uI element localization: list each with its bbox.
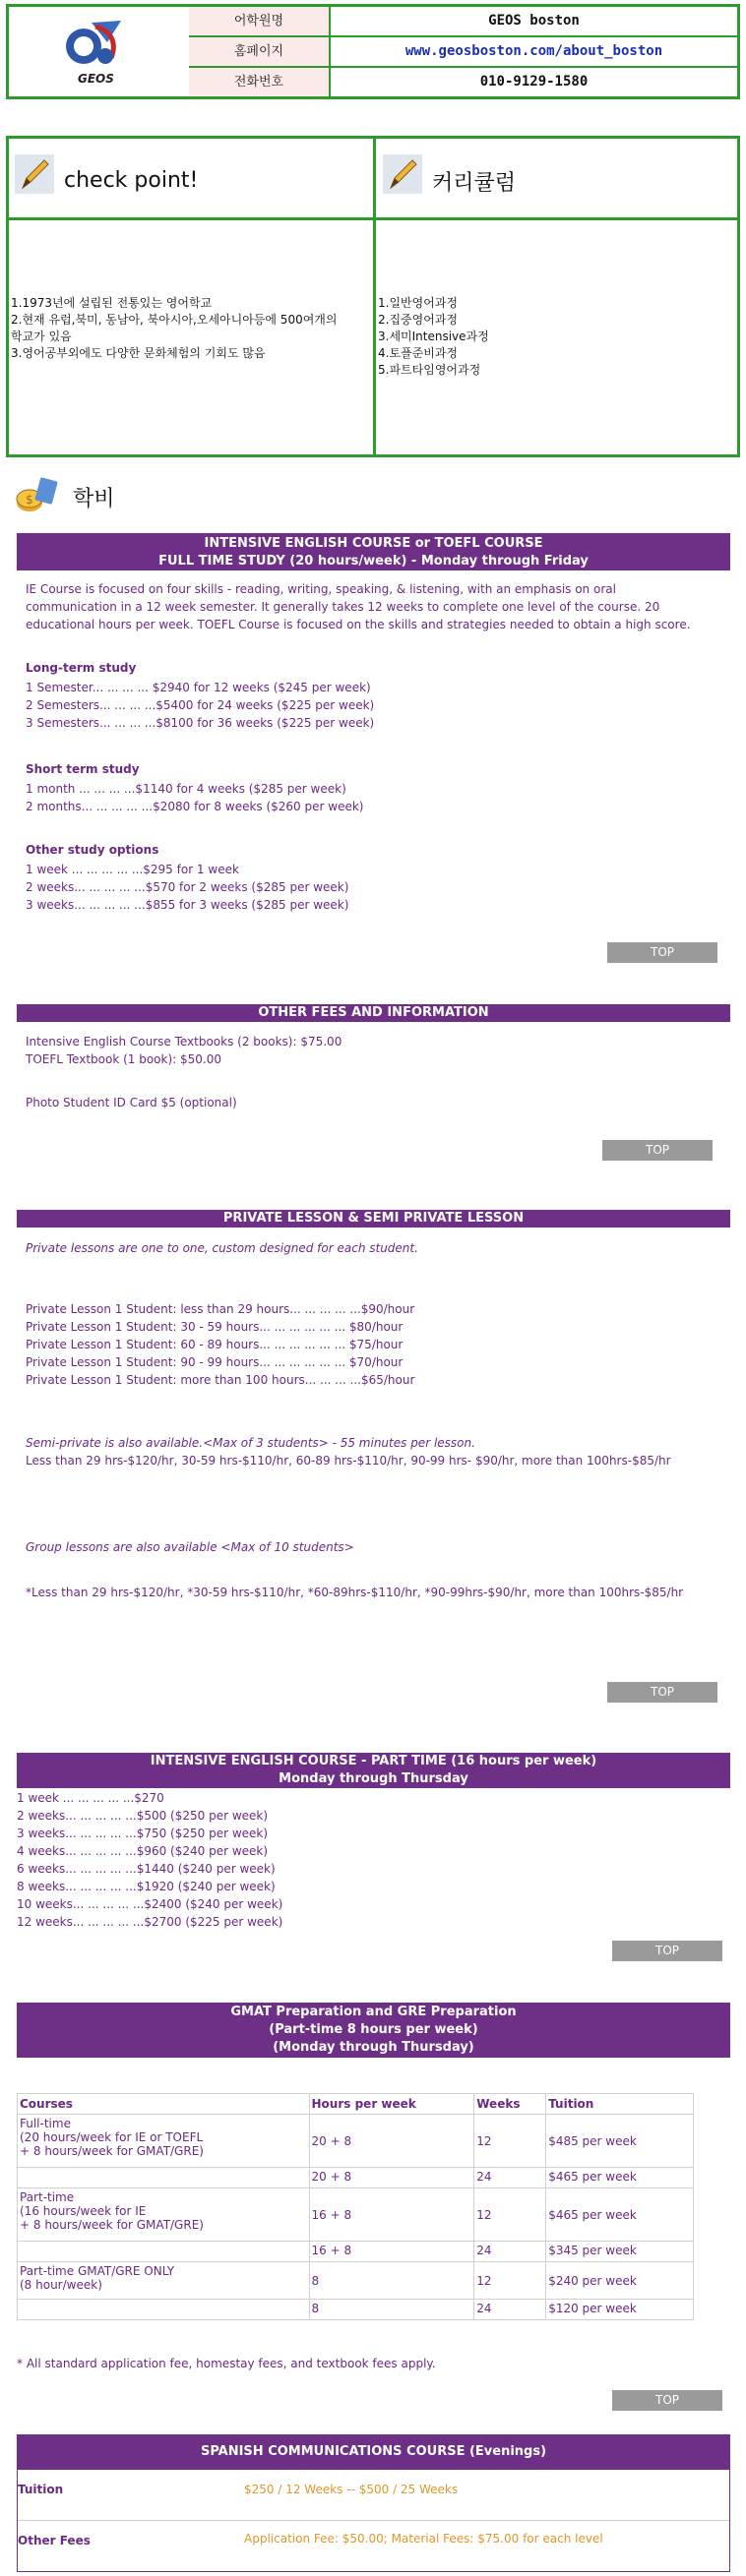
tuition-value: $250 / 12 Weeks -- $500 / 25 Weeks	[244, 2483, 459, 2496]
other-fees-list	[26, 1033, 342, 1068]
top-button[interactable]: TOP	[607, 942, 717, 963]
hours-cell: 20 + 8	[309, 2115, 474, 2168]
column-header: Hours per week	[309, 2094, 474, 2115]
list-item: Private Lesson 1 Student: less than 29 hours... ... ... ... ...$90/hour	[26, 1302, 415, 1316]
gmat-note: * All standard application fee, homestay fees, and textbook fees apply.	[17, 2357, 436, 2370]
list-item: 1 week ... ... ... ... ...$270	[17, 1791, 164, 1805]
other-options-list	[26, 861, 348, 914]
short-term-title: Short term study	[26, 762, 140, 776]
gmat-schedule: (Monday through Thursday)	[273, 2040, 474, 2055]
course-cell	[18, 2168, 310, 2188]
gmat-heading: GMAT Preparation and GRE Preparation	[230, 2005, 517, 2019]
group-lesson-note: Group lessons are also available <Max of 10 students>	[26, 1540, 354, 1554]
table-row	[18, 2188, 694, 2242]
short-term-list	[26, 780, 363, 815]
list-item: 1 month ... ... ... ...$1140 for 4 weeks ($285 per week)	[26, 782, 346, 796]
other-fees-bar: OTHER FEES AND INFORMATION	[17, 1004, 730, 1022]
list-item: 8 weeks... ... ... ... ...$1920 ($240 per week)	[17, 1880, 276, 1893]
column-header: Tuition	[546, 2094, 694, 2115]
description-line: IE Course is focused on four skills - reading, writing, speaking, & listening, with an emphasis on oral	[26, 582, 616, 596]
weeks-cell: 24	[474, 2300, 546, 2320]
list-item: 12 weeks... ... ... ... ...$2700 ($225 per week)	[17, 1915, 283, 1929]
top-button[interactable]: TOP	[612, 2390, 722, 2411]
part-time-list	[17, 1789, 282, 1931]
course-cell: Part-time GMAT/GRE ONLY (8 hour/week)	[18, 2262, 310, 2300]
part-time-heading: INTENSIVE ENGLISH COURSE - PART TIME (16 hours per week)	[150, 1754, 597, 1768]
intensive-description	[26, 580, 729, 633]
list-item: Private Lesson 1 Student: 90 - 99 hours... ... ... ... ... ... $70/hour	[26, 1355, 404, 1369]
svg-text:$: $	[26, 493, 33, 507]
phone-value: 010-9129-1580	[479, 74, 589, 90]
list-item: 1.일반영어과정	[378, 296, 459, 310]
course-cell	[18, 2242, 310, 2262]
logo-text: GEOS	[78, 72, 114, 86]
semi-private-prices: Less than 29 hrs-$120/hr, 30-59 hrs-$110/hr, 60-89 hrs-$110/hr, 90-99 hrs- $90/hr, more than 100hrs-$85/hr	[26, 1454, 671, 1468]
weeks-cell: 24	[474, 2242, 546, 2262]
tuition-cell: $465 per week	[546, 2188, 694, 2242]
header-row-homepage	[189, 37, 737, 66]
tuition-cell: $485 per week	[546, 2115, 694, 2168]
tuition-cell: $240 per week	[546, 2262, 694, 2300]
homepage-link[interactable]: www.geosboston.com/about_boston	[404, 43, 663, 59]
list-item: TOEFL Textbook (1 book): $50.00	[26, 1052, 222, 1066]
list-item: Private Lesson 1 Student: more than 100 hours... ... ... ...$65/hour	[26, 1373, 415, 1387]
list-item: 2 Semesters... ... ... ...$5400 for 24 weeks ($225 per week)	[26, 698, 375, 712]
curriculum-list	[378, 295, 732, 379]
other-fees-value: Application Fee: $50.00; Material Fees: $75.00 for each level	[244, 2532, 603, 2546]
homepage-label: 홈페이지	[189, 37, 331, 66]
divider	[373, 139, 376, 454]
list-item: 2 weeks... ... ... ... ...$500 ($250 per week)	[17, 1809, 269, 1823]
list-item: 3 weeks... ... ... ... ...$855 for 3 weeks ($285 per week)	[26, 898, 349, 912]
list-item: 학교가 있음	[11, 329, 72, 343]
school-name-label: 어학원명	[189, 7, 331, 35]
course-cell	[18, 2300, 310, 2320]
list-item: 10 weeks... ... ... ... ...$2400 ($240 per week)	[17, 1897, 283, 1911]
private-intro: Private lessons are one to one, custom designed for each student.	[26, 1241, 418, 1255]
other-fees-label: Other Fees	[18, 2534, 91, 2547]
weeks-cell: 24	[474, 2168, 546, 2188]
list-item: 1 week ... ... ... ... ...$295 for 1 week	[26, 863, 239, 876]
top-button[interactable]: TOP	[607, 1682, 717, 1703]
list-item: 3.세미Intensive과정	[378, 329, 489, 343]
list-item: 3.영어공부외에도 다양한 문화체험의 기회도 많음	[11, 346, 266, 360]
pencil-icon	[15, 154, 54, 194]
divider	[18, 2520, 729, 2521]
photo-id-note: Photo Student ID Card $5 (optional)	[26, 1096, 237, 1109]
list-item: 2.현재 유럽,북미, 동남아, 북아시아,오세아니아등에 500여개의	[11, 313, 338, 327]
table-header-row	[18, 2094, 694, 2115]
part-time-subheading: Monday through Thursday	[279, 1771, 468, 1786]
private-lesson-bar: PRIVATE LESSON & SEMI PRIVATE LESSON	[17, 1210, 730, 1228]
private-lesson-list	[26, 1300, 414, 1389]
checkpoint-title: check point!	[64, 168, 199, 193]
gmat-table	[17, 2093, 694, 2320]
list-item: 3 weeks... ... ... ... ...$750 ($250 per week)	[17, 1827, 269, 1840]
top-button[interactable]: TOP	[612, 1941, 722, 1961]
school-name-value: GEOS boston	[488, 13, 580, 29]
table-row	[18, 2300, 694, 2320]
list-item: 1.1973년에 설립된 전통있는 영어학교	[11, 296, 213, 310]
list-item: 3 Semesters... ... ... ...$8100 for 36 weeks ($225 per week)	[26, 716, 375, 730]
weeks-cell: 12	[474, 2115, 546, 2168]
table-row	[18, 2168, 694, 2188]
hours-cell: 16 + 8	[309, 2188, 474, 2242]
list-item: Private Lesson 1 Student: 30 - 59 hours... ... ... ... ... ... $80/hour	[26, 1320, 404, 1334]
long-term-title: Long-term study	[26, 661, 137, 675]
hours-cell: 8	[309, 2300, 474, 2320]
info-table	[6, 4, 740, 99]
pencil-icon	[383, 154, 422, 194]
table-row	[18, 2242, 694, 2262]
description-line: communication in a 12 week semester. It generally takes 12 weeks to complete one level of the course. 20	[26, 600, 660, 614]
tuition-cell: $465 per week	[546, 2168, 694, 2188]
column-header: Weeks	[474, 2094, 546, 2115]
course-cell: Full-time (20 hours/week for IE or TOEFL + 8 hours/week for GMAT/GRE)	[18, 2115, 310, 2168]
course-cell: Part-time (16 hours/week for IE + 8 hours/week for GMAT/GRE)	[18, 2188, 310, 2242]
intensive-heading: INTENSIVE ENGLISH COURSE or TOEFL COURSE	[204, 536, 543, 551]
list-item: 2 weeks... ... ... ... ...$570 for 2 weeks ($285 per week)	[26, 880, 349, 894]
tuition-cell: $345 per week	[546, 2242, 694, 2262]
weeks-cell: 12	[474, 2262, 546, 2300]
list-item: Intensive English Course Textbooks (2 books): $75.00	[26, 1035, 342, 1048]
list-item: Private Lesson 1 Student: 60 - 89 hours... ... ... ... ... ... $75/hour	[26, 1338, 404, 1351]
weeks-cell: 12	[474, 2188, 546, 2242]
gmat-bar	[17, 2003, 730, 2058]
other-options-title: Other study options	[26, 843, 159, 857]
table-row	[18, 2262, 694, 2300]
spanish-bar: SPANISH COMMUNICATIONS COURSE (Evenings)	[18, 2435, 729, 2469]
intensive-bar	[17, 533, 730, 570]
list-item: 4.토플준비과정	[378, 346, 459, 360]
column-header: Courses	[18, 2094, 310, 2115]
tuition-cell: $120 per week	[546, 2300, 694, 2320]
table-row	[18, 2115, 694, 2168]
semi-private-note: Semi-private is also available.<Max of 3 students> - 55 minutes per lesson.	[26, 1436, 475, 1450]
phone-label: 전화번호	[189, 68, 331, 96]
header-row-name	[189, 7, 737, 35]
intensive-subheading: FULL TIME STUDY (20 hours/week) - Monday through Friday	[158, 554, 589, 569]
list-item: 6 weeks... ... ... ... ...$1440 ($240 per week)	[17, 1862, 276, 1876]
list-item: 4 weeks... ... ... ... ...$960 ($240 per week)	[17, 1844, 269, 1858]
checkpoint-list	[11, 295, 371, 362]
tuition-label: Tuition	[18, 2483, 64, 2496]
hours-cell: 20 + 8	[309, 2168, 474, 2188]
money-icon	[14, 475, 59, 514]
checkpoint-table	[6, 136, 740, 457]
part-time-bar	[17, 1753, 730, 1788]
geos-logo-icon	[62, 13, 127, 74]
hours-cell: 8	[309, 2262, 474, 2300]
long-term-list	[26, 679, 374, 732]
logo-cell	[9, 7, 191, 96]
gmat-subheading: (Part-time 8 hours per week)	[269, 2022, 478, 2037]
top-button[interactable]: TOP	[602, 1140, 713, 1161]
group-lesson-prices: *Less than 29 hrs-$120/hr, *30-59 hrs-$110/hr, *60-89hrs-$110/hr, *90-99hrs-$90/hr, more than 100hrs-$85/hr	[26, 1586, 684, 1599]
fees-title: 학비	[73, 487, 115, 511]
description-line: educational hours per week. TOEFL Course is focused on the skills and strategies needed to obtain a high score.	[26, 618, 691, 631]
divider	[9, 217, 737, 220]
list-item: 2 months... ... ... ... ...$2080 for 8 weeks ($260 per week)	[26, 800, 364, 813]
curriculum-title: 커리큘럼	[432, 171, 517, 196]
header-row-phone	[189, 68, 737, 96]
list-item: 2.집중영어과정	[378, 313, 459, 327]
list-item: 1 Semester... ... ... ... $2940 for 12 weeks ($245 per week)	[26, 681, 371, 694]
hours-cell: 16 + 8	[309, 2242, 474, 2262]
divider	[18, 2469, 729, 2470]
spanish-table	[17, 2434, 730, 2572]
list-item: 5.파트타임영어과정	[378, 363, 481, 377]
